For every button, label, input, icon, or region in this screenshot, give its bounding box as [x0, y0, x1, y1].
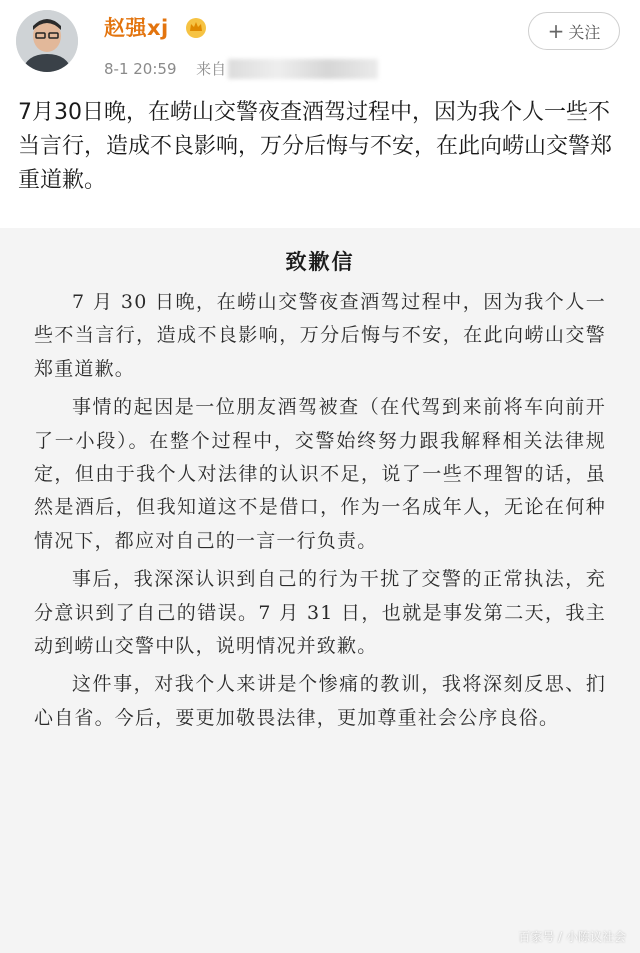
author-name[interactable]: 赵强xj: [104, 16, 169, 40]
post-meta: [104, 58, 378, 79]
avatar-image: [16, 10, 78, 72]
watermark: 百家号 / 小陈议社会: [518, 930, 626, 944]
plus-icon: +: [547, 19, 565, 43]
letter-body: [34, 286, 606, 740]
letter-paragraph: 事后，我深深认识到自己的行为干扰了交警的正常执法，充分意识到了自己的错误。7 月 31 日，也就是事发第二天，我主动到崂山交警中队，说明情况并致歉。: [34, 568, 606, 658]
apology-letter-image[interactable]: [0, 228, 640, 953]
letter-paragraph: 7 月 30 日晚，在崂山交警夜查酒驾过程中，因为我个人一些不当言行，造成不良影响，万分后悔与不安，在此向崂山交警郑重道歉。: [34, 291, 606, 380]
post-timestamp: 8-1 20:59: [104, 60, 177, 78]
letter-paragraph: 这件事，对我个人来讲是个惨痛的教训，我将深刻反思、扪心自省。今后，要更加敬畏法律，更加尊重社会公序良俗。: [34, 673, 606, 729]
blurred-source: [228, 59, 378, 79]
post-text: 7月30日晚，在崂山交警夜查酒驾过程中，因为我个人一些不当言行，造成不良影响，万分后悔与不安，在此向崂山交警郑重道歉。: [18, 100, 613, 193]
avatar[interactable]: [16, 10, 78, 72]
follow-button-label: 关注: [568, 22, 601, 42]
follow-button[interactable]: [528, 12, 620, 50]
post-source-label: 来自: [196, 60, 227, 78]
letter-paragraph: 事情的起因是一位朋友酒驾被查（在代驾到来前将车向前开了一小段）。在整个过程中，交警始终努力跟我解释相关法律规定，但由于我个人对法律的认识不足，说了一些不理智的话，虽然是酒后，但我知道这不是借口，作为一名成年人，无论在何种情况下，都应对自己的一言一行负责。: [34, 396, 606, 552]
crown-icon: [184, 16, 208, 38]
post-header: [0, 0, 640, 92]
letter-title: 致歉信: [285, 249, 355, 274]
